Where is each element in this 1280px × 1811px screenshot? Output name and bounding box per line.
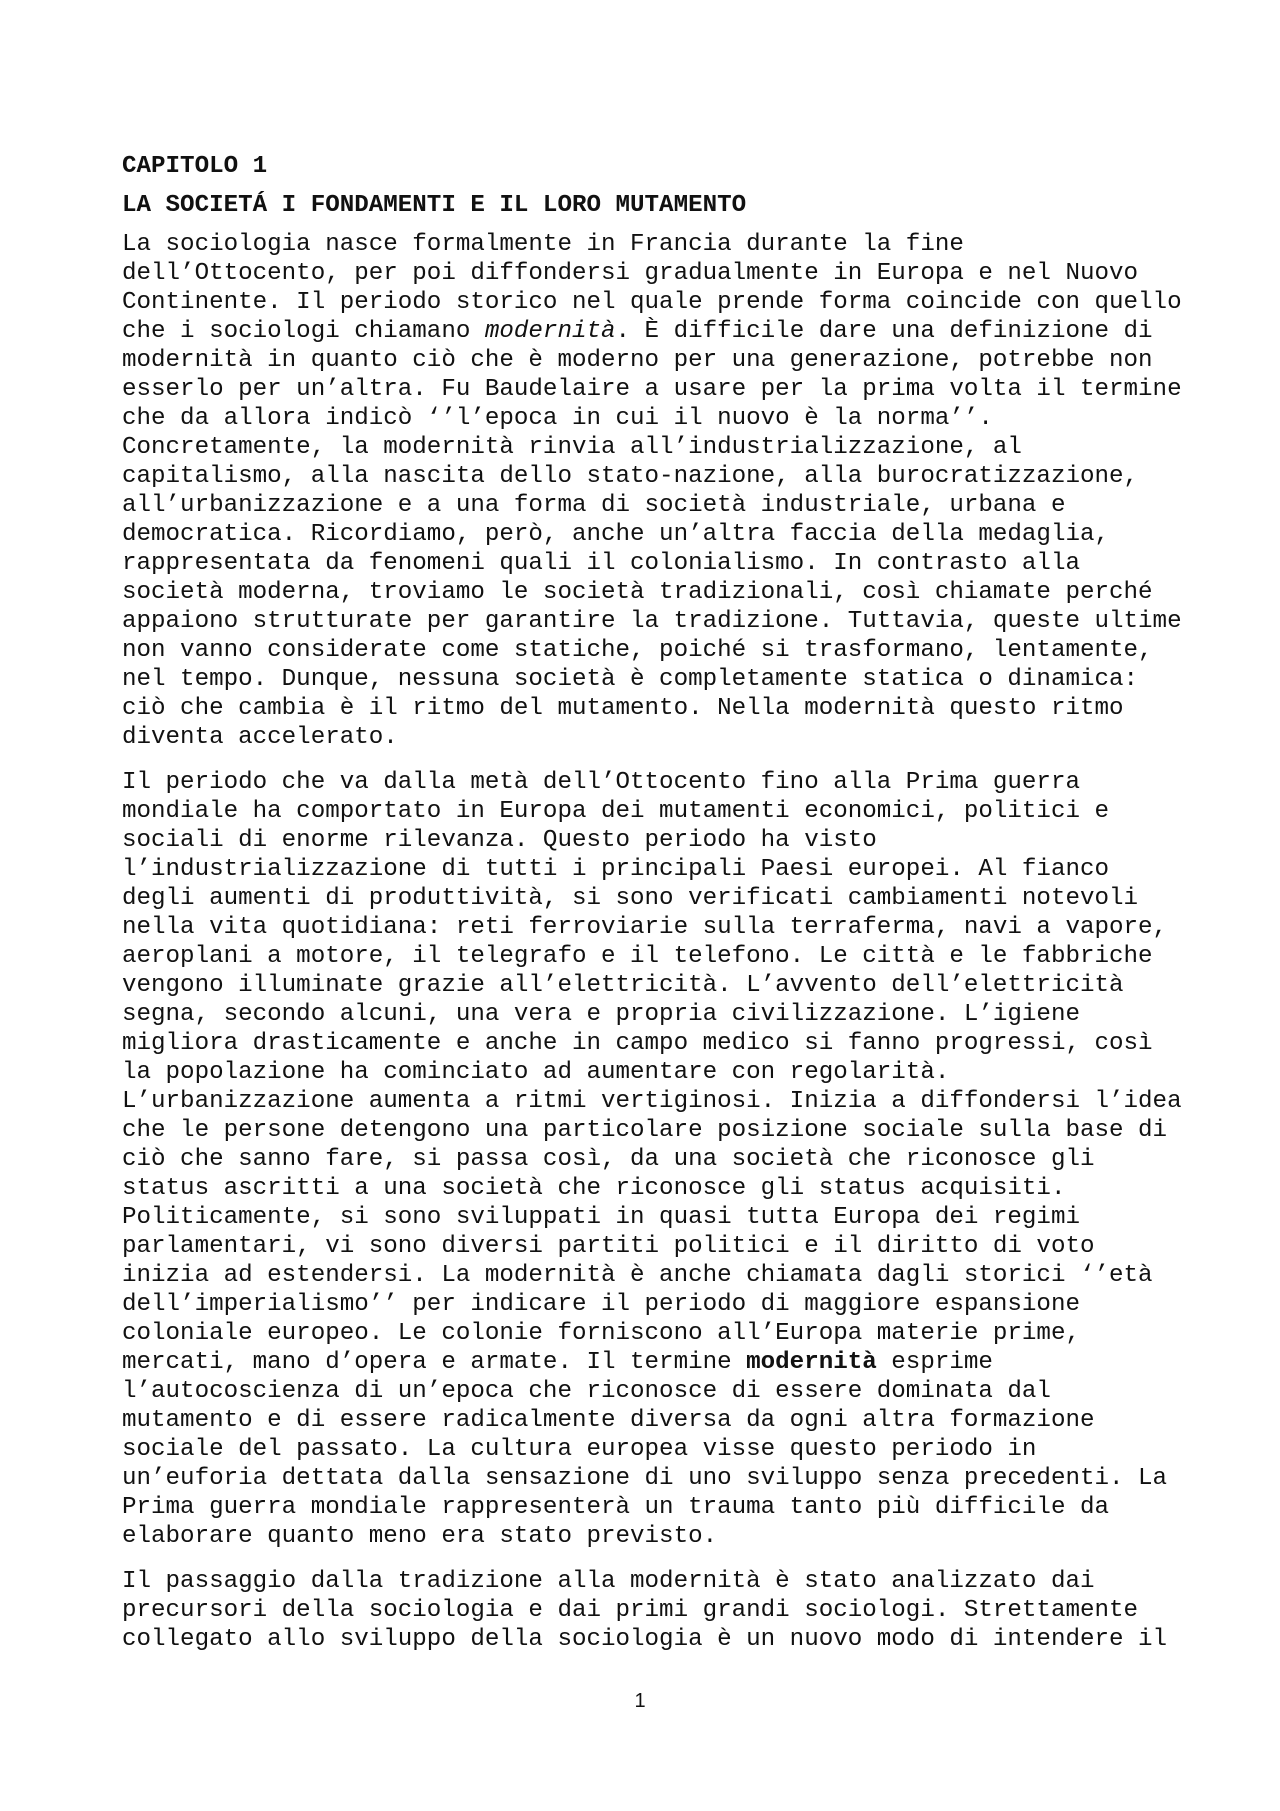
emphasis-bold: modernità [746, 1349, 877, 1376]
text-line [122, 491, 1182, 520]
text-segment: modernità in quanto ciò che è moderno per una generazione, potrebbe non [122, 347, 1153, 374]
text-segment: precursori della sociologia e dai primi grandi sociologi. Strettamente [122, 1597, 1139, 1624]
text-segment: che i sociologi chiamano [122, 318, 485, 345]
text-segment: società moderna, troviamo le società tradizionali, così chiamate perché [122, 579, 1153, 606]
text-segment: la popolazione ha cominciato ad aumentare con regolarità. [122, 1059, 950, 1086]
text-line [122, 230, 1182, 259]
text-line [122, 1348, 1182, 1377]
text-segment: Continente. Il periodo storico nel quale prende forma coincide con quello [122, 289, 1182, 316]
text-segment: Il passaggio dalla tradizione alla modernità è stato analizzato dai [122, 1568, 1095, 1595]
text-line [122, 375, 1182, 404]
emphasis-italic: modernità [484, 318, 616, 345]
text-line [122, 1232, 1182, 1261]
text-line [122, 549, 1182, 578]
text-line [122, 723, 1182, 752]
text-segment: mercati, mano d’opera e armate. Il termine [122, 1349, 747, 1376]
text-segment: inizia ad estendersi. La modernità è anche chiamata dagli storici ‘’età [122, 1262, 1153, 1289]
body-text [122, 230, 1182, 1654]
text-line [122, 1625, 1182, 1654]
text-line [122, 694, 1182, 723]
text-line [122, 1567, 1182, 1596]
text-line [122, 913, 1182, 942]
text-line [122, 1319, 1182, 1348]
text-segment: democratica. Ricordiamo, però, anche un’altra faccia della medaglia, [122, 521, 1110, 548]
text-line [122, 1290, 1182, 1319]
text-segment: migliora drasticamente e anche in campo medico si fanno progressi, così [122, 1030, 1153, 1057]
text-segment: sociali di enorme rilevanza. Questo periodo ha visto [122, 827, 877, 854]
text-line [122, 1596, 1182, 1625]
text-line [122, 1377, 1182, 1406]
text-line [122, 971, 1182, 1000]
chapter-label: CAPITOLO 1 [122, 153, 268, 180]
text-segment: rappresentata da fenomeni quali il colonialismo. In contrasto alla [122, 550, 1080, 577]
text-line [122, 607, 1182, 636]
text-line [122, 942, 1182, 971]
text-segment: che da allora indicò ‘’l’epoca in cui il nuovo è la norma’’. [122, 405, 993, 432]
text-segment: non vanno considerate come statiche, poiché si trasformano, lentamente, [122, 637, 1153, 664]
text-segment: ciò che sanno fare, si passa così, da una società che riconosce gli [122, 1146, 1095, 1173]
text-line [122, 1522, 1182, 1551]
text-line [122, 1261, 1182, 1290]
text-segment: elaborare quanto meno era stato previsto. [122, 1523, 718, 1550]
text-line [122, 1493, 1182, 1522]
text-segment: appaiono strutturate per garantire la tradizione. Tuttavia, queste ultime [122, 608, 1182, 635]
paragraph [122, 230, 1182, 752]
text-line [122, 1174, 1182, 1203]
text-segment: che le persone detengono una particolare posizione sociale sulla base di [122, 1117, 1168, 1144]
text-segment: L’urbanizzazione aumenta a ritmi vertiginosi. Inizia a diffondersi l’idea [122, 1088, 1182, 1115]
page-content [122, 152, 1182, 1670]
text-segment: mondiale ha comportato in Europa dei mutamenti economici, politici e [122, 798, 1110, 825]
text-segment: capitalismo, alla nascita dello stato-nazione, alla burocratizzazione, [122, 463, 1139, 490]
text-segment: Prima guerra mondiale rappresenterà un trauma tanto più difficile da [122, 1494, 1110, 1521]
text-segment: dell’Ottocento, per poi diffondersi gradualmente in Europa e nel Nuovo [122, 260, 1139, 287]
text-line [122, 462, 1182, 491]
text-line [122, 259, 1182, 288]
text-line [122, 1087, 1182, 1116]
text-segment: coloniale europeo. Le colonie forniscono all’Europa materie prime, [122, 1320, 1080, 1347]
text-segment: diventa accelerato. [122, 724, 398, 751]
text-line [122, 1000, 1182, 1029]
text-line [122, 1406, 1182, 1435]
text-line [122, 433, 1182, 462]
text-segment: mutamento e di essere radicalmente diversa da ogni altra formazione [122, 1407, 1095, 1434]
text-line [122, 404, 1182, 433]
text-line [122, 1058, 1182, 1087]
text-segment: nel tempo. Dunque, nessuna società è completamente statica o dinamica: [122, 666, 1139, 693]
text-segment: vengono illuminate grazie all’elettricità. L’avvento dell’elettricità [122, 972, 1124, 999]
text-line [122, 1464, 1182, 1493]
text-line [122, 346, 1182, 375]
text-segment: l’industrializzazione di tutti i principali Paesi europei. Al fianco [122, 856, 1110, 883]
text-line [122, 1116, 1182, 1145]
text-segment: nella vita quotidiana: reti ferroviarie sulla terraferma, navi a vapore, [122, 914, 1168, 941]
text-segment: esserlo per un’altra. Fu Baudelaire a usare per la prima volta il termine [122, 376, 1182, 403]
text-segment: l’autocoscienza di un’epoca che riconosce di essere dominata dal [122, 1378, 1051, 1405]
paragraph [122, 768, 1182, 1551]
text-segment: esprime [876, 1349, 993, 1376]
text-line [122, 1203, 1182, 1232]
text-segment: Politicamente, si sono sviluppati in quasi tutta Europa dei regimi [122, 1204, 1080, 1231]
text-segment: . È difficile dare una definizione di [615, 318, 1153, 345]
page-number: 1 [634, 1690, 646, 1712]
text-segment: Il periodo che va dalla metà dell’Ottocento fino alla Prima guerra [122, 769, 1080, 796]
chapter-title: LA SOCIETÁ I FONDAMENTI E IL LORO MUTAMENTO [122, 192, 747, 219]
text-segment: Concretamente, la modernità rinvia all’industrializzazione, al [122, 434, 1022, 461]
text-line [122, 855, 1182, 884]
text-line [122, 797, 1182, 826]
text-segment: aeroplani a motore, il telegrafo e il telefono. Le città e le fabbriche [122, 943, 1153, 970]
text-segment: sociale del passato. La cultura europea visse questo periodo in [122, 1436, 1037, 1463]
text-segment: La sociologia nasce formalmente in Francia durante la fine [122, 231, 964, 258]
text-segment: ciò che cambia è il ritmo del mutamento. Nella modernità questo ritmo [122, 695, 1124, 722]
text-line [122, 1435, 1182, 1464]
text-segment: status ascritti a una società che riconosce gli status acquisiti. [122, 1175, 1066, 1202]
text-line [122, 636, 1182, 665]
text-line [122, 520, 1182, 549]
text-line [122, 1029, 1182, 1058]
text-segment: segna, secondo alcuni, una vera e propria civilizzazione. L’igiene [122, 1001, 1080, 1028]
text-segment: un’euforia dettata dalla sensazione di uno sviluppo senza precedenti. La [122, 1465, 1168, 1492]
text-segment: all’urbanizzazione e a una forma di società industriale, urbana e [122, 492, 1066, 519]
text-line [122, 1145, 1182, 1174]
text-segment: parlamentari, vi sono diversi partiti politici e il diritto di voto [122, 1233, 1095, 1260]
paragraph [122, 1567, 1182, 1654]
text-line [122, 288, 1182, 317]
text-line [122, 768, 1182, 797]
text-segment: collegato allo sviluppo della sociologia è un nuovo modo di intendere il [122, 1626, 1168, 1653]
text-segment: dell’imperialismo’’ per indicare il periodo di maggiore espansione [122, 1291, 1080, 1318]
text-line [122, 578, 1182, 607]
text-line [122, 826, 1182, 855]
text-line [122, 317, 1182, 346]
text-line [122, 665, 1182, 694]
text-segment: degli aumenti di produttività, si sono verificati cambiamenti notevoli [122, 885, 1139, 912]
text-line [122, 884, 1182, 913]
